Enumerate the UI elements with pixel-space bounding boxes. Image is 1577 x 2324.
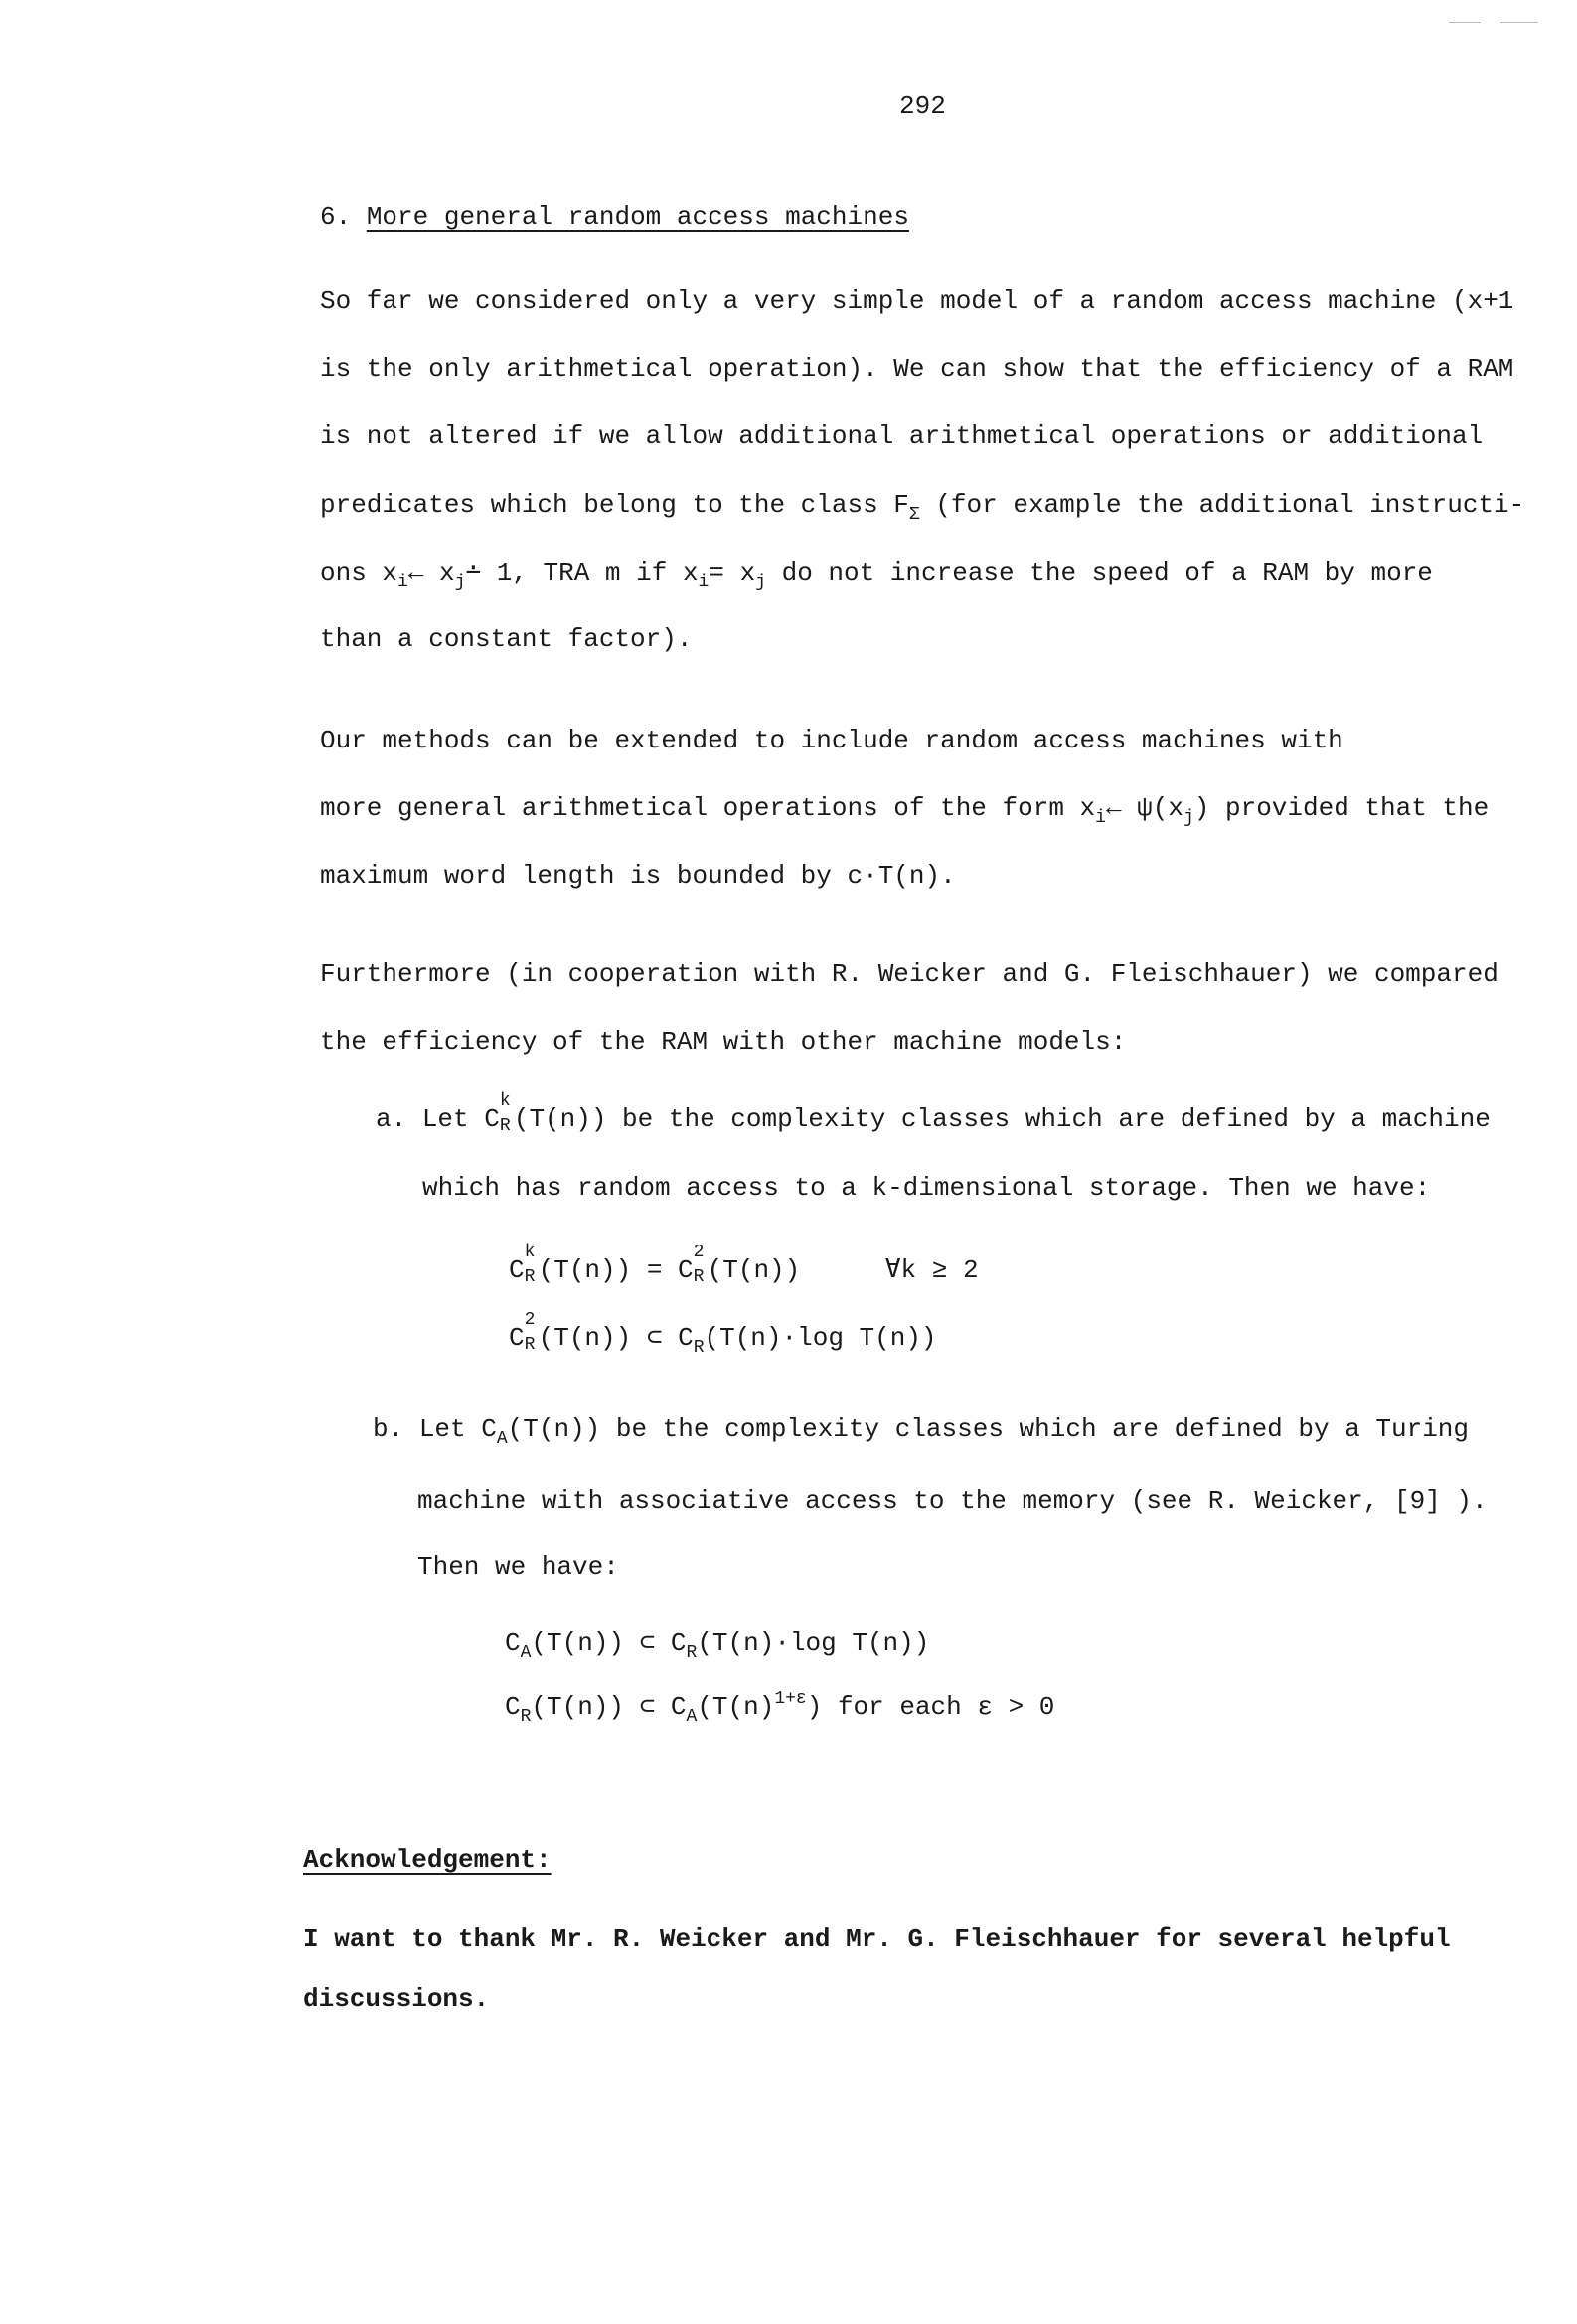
section-title: More general random access machines — [366, 202, 909, 232]
paragraph-line: predicates which belong to the class $F_\Sigma$ (for example the additional instructi- — [320, 490, 1525, 525]
paragraph-line: maximum word length is bounded by c·T(n). — [320, 861, 956, 891]
acknowledgement-heading: Acknowledgement: — [303, 1845, 552, 1875]
equation: $C_R(T(n))$ ⊂ $C_A(T(n)^{1+\varepsilon})$ for each ε > 0 — [505, 1689, 1055, 1727]
equation: $C_A(T(n))$ ⊂ $C_R(T(n)\cdot\log$ T(n)) — [505, 1628, 930, 1663]
paragraph-line: So far we considered only a very simple model of a random access machine (x+1 — [320, 286, 1514, 316]
paragraph-line: Furthermore (in cooperation with R. Weicker and G. Fleischhauer) we compared — [320, 959, 1498, 989]
equation: C k R (T(n)) = C 2 R (T(n)) ∀k ≥ 2 — [509, 1243, 979, 1287]
paragraph-line: the efficiency of the RAM with other machine models: — [320, 1027, 1127, 1057]
scan-mark — [1500, 22, 1538, 23]
list-item-b: b. Let $C_A(T(n))$ be the complexity classes which are defined by a Turing — [373, 1414, 1470, 1449]
paragraph-line: is not altered if we allow additional arithmetical operations or additional — [320, 421, 1484, 451]
paragraph-line: more general arithmetical operations of the form $x_i\leftarrow$ $\psi(x_j)$ provided that the — [320, 793, 1490, 828]
paragraph-line: than a constant factor). — [320, 624, 693, 654]
paragraph-line: Our methods can be extended to include random access machines with — [320, 726, 1343, 755]
paragraph-line: ons $x_i\leftarrow$ $x_j∸$ 1, TRA m if $x_i= x_j$ do not increase the speed of a RAM by more — [320, 558, 1433, 592]
paragraph-line: which has random access to a k-dimensional storage. Then we have: — [422, 1173, 1431, 1203]
acknowledgement-line: I want to thank Mr. R. Weicker and Mr. G. Fleischhauer for several helpful — [303, 1924, 1451, 1954]
paragraph-line: Then we have: — [417, 1552, 619, 1581]
section-heading — [320, 204, 909, 230]
paragraph-line: is the only arithmetical operation). We can show that the efficiency of a RAM — [320, 354, 1514, 384]
page-number: 292 — [899, 91, 946, 121]
equation: C 2 R (T(n)) ⊂ $C_R(T(n)\cdot\log$ T(n)) — [509, 1310, 937, 1358]
scan-mark — [1449, 22, 1481, 23]
list-item-a: a. Let C k R (T(n)) be the complexity classes which are defined by a machine — [376, 1091, 1491, 1136]
acknowledgement-line: discussions. — [303, 1984, 490, 2014]
paragraph-line: machine with associative access to the memory (see R. Weicker, [9] ). — [417, 1486, 1488, 1516]
section-number: 6. — [320, 202, 352, 232]
